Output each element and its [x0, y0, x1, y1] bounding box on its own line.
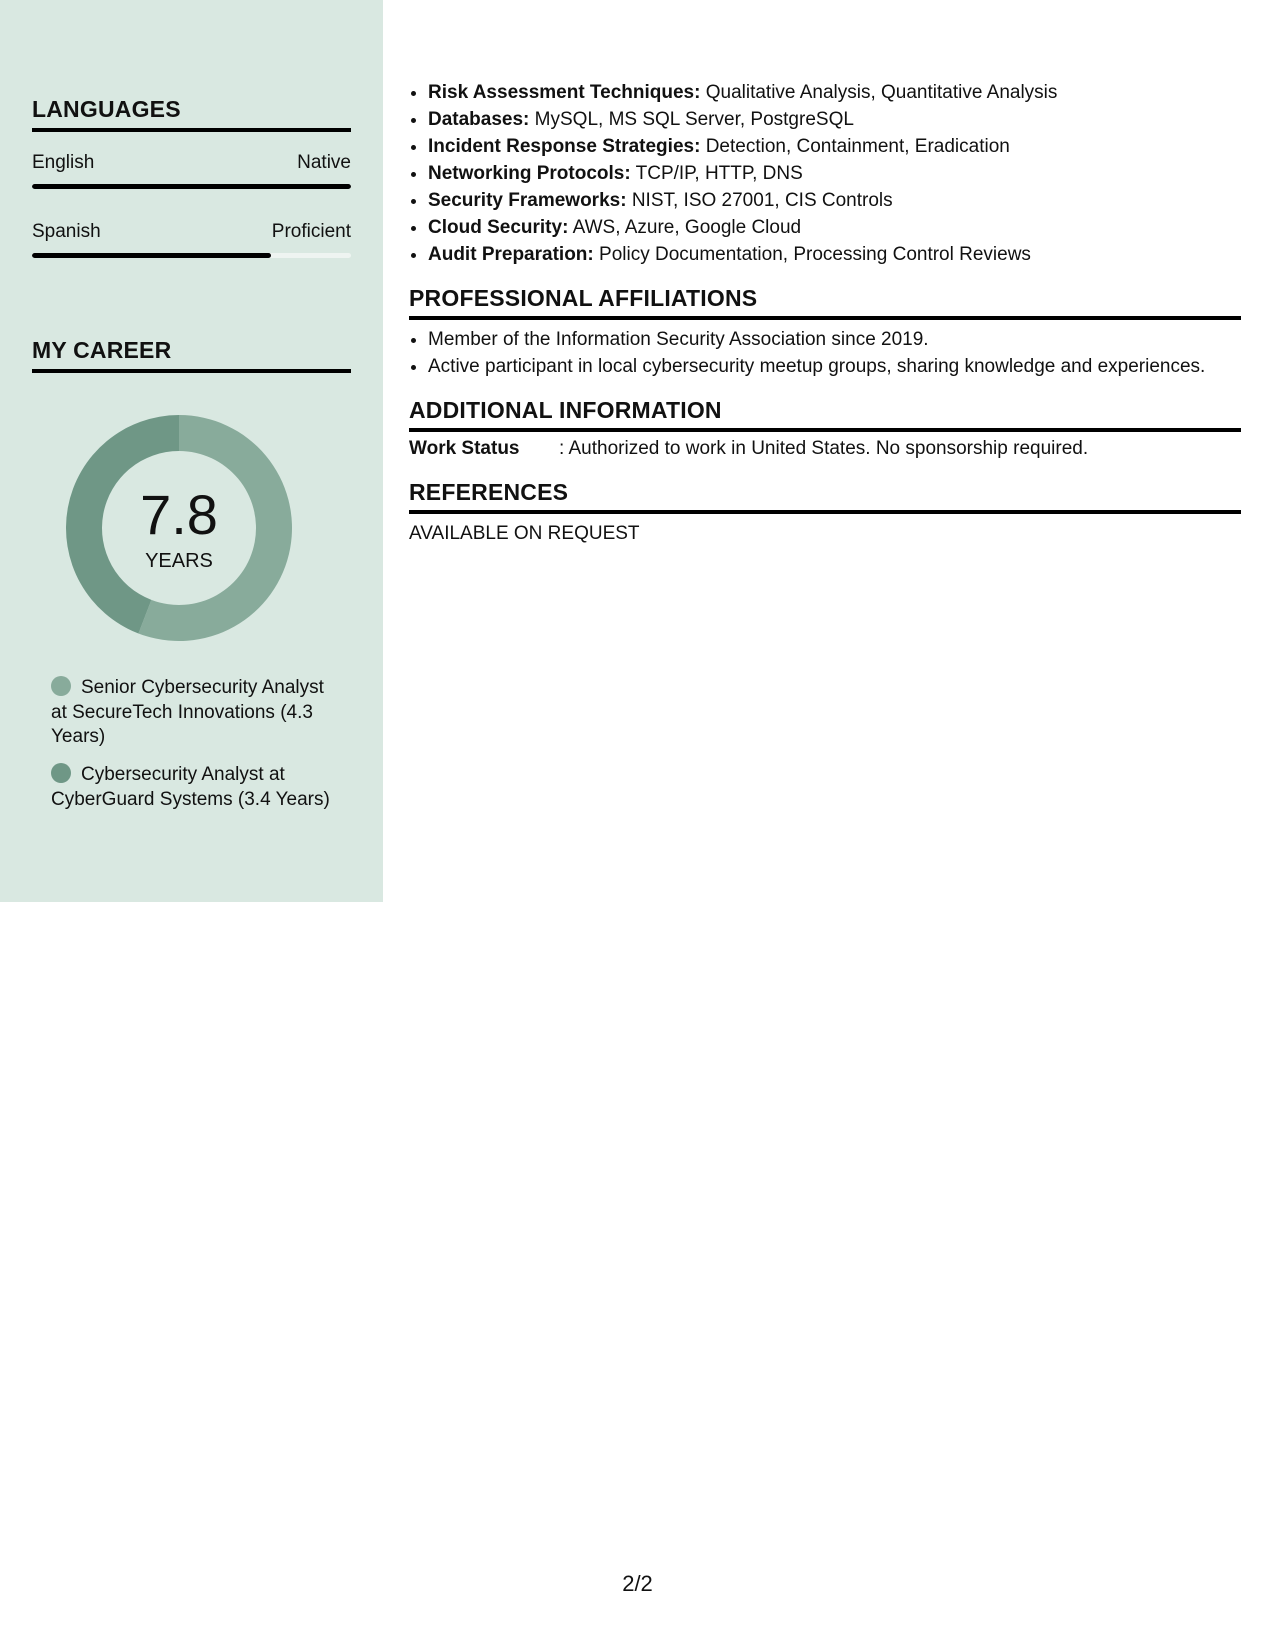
additional-info-heading: ADDITIONAL INFORMATION [409, 397, 1241, 432]
career-heading: MY CAREER [32, 337, 351, 373]
affiliation-item: • Active participant in local cybersecurity meetup groups, sharing knowledge and experiences. [428, 353, 1240, 380]
skill-item [428, 187, 1240, 214]
language-bar-spanish [32, 253, 351, 258]
affiliation-item: • Member of the Information Security Association since 2019. [428, 326, 1240, 353]
affiliations-heading: PROFESSIONAL AFFILIATIONS [409, 285, 1241, 320]
career-total-years: 7.8 [140, 483, 218, 546]
language-level: Proficient [271, 221, 351, 242]
skill-value: AWS, Azure, Google Cloud [572, 217, 802, 238]
affiliations-list [409, 326, 1240, 380]
language-bar-english [32, 184, 351, 189]
skill-item [428, 106, 1240, 133]
skill-label: Databases: [428, 109, 530, 130]
career-role-label: Senior Cybersecurity Analyst at SecureTech Innovations (4.3 Years) [51, 677, 324, 747]
legend-dot [51, 676, 71, 696]
language-bar-fill [32, 184, 351, 189]
work-status-label: Work Status [409, 438, 520, 459]
skill-item [428, 214, 1240, 241]
languages-heading: LANGUAGES [32, 96, 351, 132]
skill-item [428, 133, 1240, 160]
skill-label: Networking Protocols: [428, 163, 631, 184]
skill-item [428, 241, 1240, 268]
career-years-unit: YEARS [145, 550, 213, 572]
career-legend-item [51, 676, 331, 750]
skill-label: Audit Preparation: [428, 244, 594, 265]
language-name: English [32, 152, 95, 173]
language-row-english [32, 152, 351, 174]
skill-value: Policy Documentation, Processing Control Reviews [599, 244, 1031, 265]
career-role-label: Cybersecurity Analyst at CyberGuard Systems (3.4 Years) [51, 764, 330, 810]
work-status-row [409, 437, 1241, 461]
language-bar-fill [32, 253, 271, 258]
career-donut-chart [66, 415, 292, 641]
skill-value: TCP/IP, HTTP, DNS [635, 163, 803, 184]
skill-label: Cloud Security: [428, 217, 569, 238]
language-name: Spanish [32, 221, 101, 242]
references-heading: REFERENCES [409, 479, 1241, 514]
skill-label: Risk Assessment Techniques: [428, 82, 701, 103]
sidebar [0, 0, 383, 902]
donut-center [66, 415, 292, 641]
skill-value: MySQL, MS SQL Server, PostgreSQL [534, 109, 854, 130]
skills-list [409, 79, 1240, 268]
language-level: Native [297, 152, 351, 173]
language-row-spanish [32, 221, 351, 243]
career-legend-item [51, 763, 331, 812]
legend-dot [51, 763, 71, 783]
skill-label: Incident Response Strategies: [428, 136, 701, 157]
skill-value: Detection, Containment, Eradication [705, 136, 1010, 157]
skill-item [428, 79, 1240, 106]
work-status-value: : Authorized to work in United States. No sponsorship required. [559, 438, 1089, 459]
skill-value: NIST, ISO 27001, CIS Controls [631, 190, 893, 211]
skill-label: Security Frameworks: [428, 190, 627, 211]
skill-value: Qualitative Analysis, Quantitative Analysis [705, 82, 1058, 103]
page-number: 2/2 [622, 1571, 653, 1596]
skill-item [428, 160, 1240, 187]
references-text: AVAILABLE ON REQUEST [409, 523, 640, 544]
